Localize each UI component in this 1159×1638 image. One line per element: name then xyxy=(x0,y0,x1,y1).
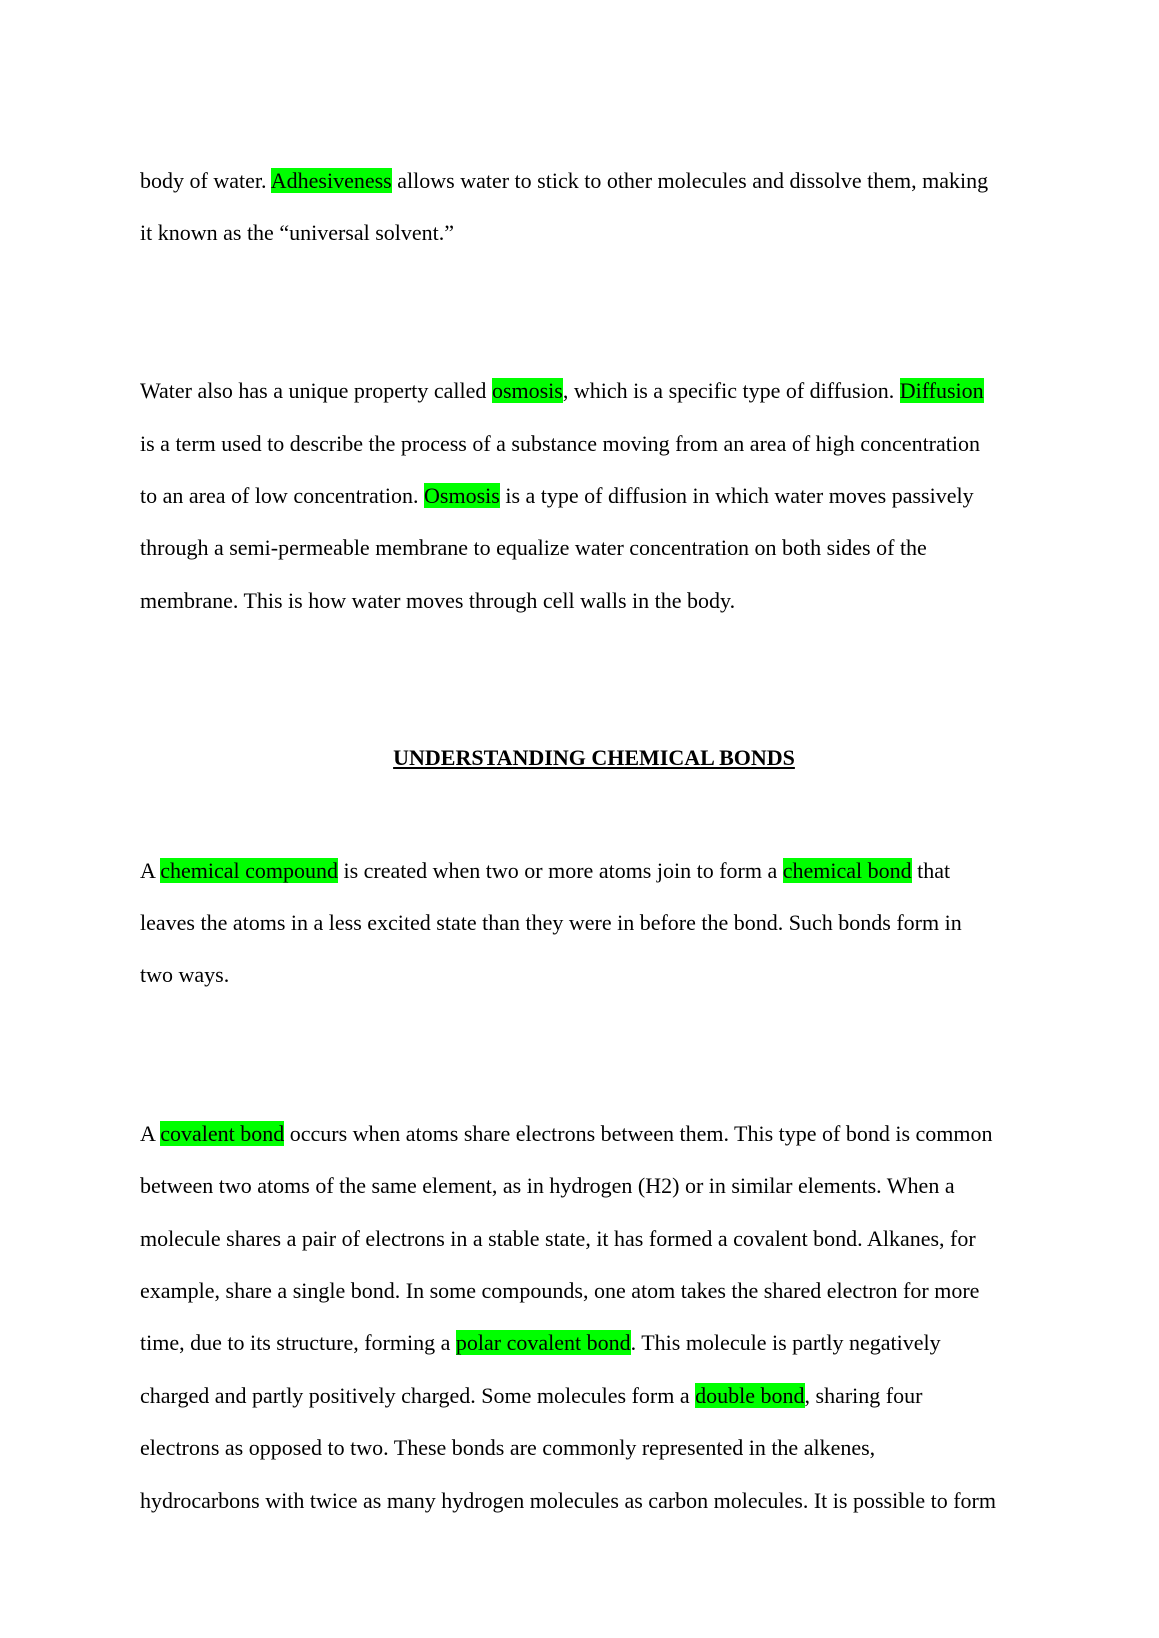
text-run: . This molecule is partly negatively xyxy=(630,1330,941,1355)
text-run: body of water. xyxy=(140,168,271,193)
highlighted-term-adhesiveness: Adhesiveness xyxy=(270,168,392,193)
paragraph-line xyxy=(140,858,950,884)
text-run: allows water to stick to other molecules and dissolve them, making xyxy=(391,168,989,193)
paragraph-line: hydrocarbons with twice as many hydrogen molecules as carbon molecules. It is possible to form xyxy=(140,1488,996,1513)
paragraph-line: leaves the atoms in a less excited state than they were in before the bond. Such bonds form in xyxy=(140,910,962,935)
highlighted-term-chemical-bond: chemical bond xyxy=(782,858,912,883)
text-run: time, due to its structure, forming a xyxy=(140,1330,456,1355)
text-run: is a type of diffusion in which water moves passively xyxy=(499,483,974,508)
highlighted-term-covalent-bond: covalent bond xyxy=(160,1121,285,1146)
paragraph-line xyxy=(140,378,984,404)
paragraph-line: membrane. This is how water moves through cell walls in the body. xyxy=(140,588,736,613)
text-run: , which is a specific type of diffusion. xyxy=(562,378,900,403)
paragraph-line: electrons as opposed to two. These bonds are commonly represented in the alkenes, xyxy=(140,1435,876,1460)
text-run: that xyxy=(911,858,951,883)
text-run: occurs when atoms share electrons between them. This type of bond is common xyxy=(284,1121,993,1146)
paragraph-line: molecule shares a pair of electrons in a stable state, it has formed a covalent bond. Alkanes, for xyxy=(140,1226,976,1251)
highlighted-term-chemical-compound: chemical compound xyxy=(160,858,338,883)
text-run: to an area of low concentration. xyxy=(140,483,425,508)
paragraph-line: example, share a single bond. In some compounds, one atom takes the shared electron for more xyxy=(140,1278,980,1303)
text-run: A xyxy=(140,1121,161,1146)
text-run: charged and partly positively charged. Some molecules form a xyxy=(140,1383,696,1408)
highlighted-term-double-bond: double bond xyxy=(695,1383,805,1408)
paragraph-line: through a semi-permeable membrane to equalize water concentration on both sides of the xyxy=(140,535,927,560)
text-run: A xyxy=(140,858,161,883)
text-run: Water also has a unique property called xyxy=(140,378,492,403)
highlighted-term-osmosis: Osmosis xyxy=(424,483,500,508)
highlighted-term-diffusion: Diffusion xyxy=(899,378,984,403)
paragraph-line: it known as the “universal solvent.” xyxy=(140,220,455,245)
section-heading: UNDERSTANDING CHEMICAL BONDS xyxy=(393,745,795,770)
paragraph-line xyxy=(140,1383,922,1409)
paragraph-line: is a term used to describe the process of a substance moving from an area of high concentration xyxy=(140,431,980,456)
paragraph-line xyxy=(140,1330,941,1356)
text-run: , sharing four xyxy=(804,1383,923,1408)
text-run: is created when two or more atoms join to form a xyxy=(337,858,783,883)
highlighted-term-polar-covalent-bond: polar covalent bond xyxy=(455,1330,631,1355)
paragraph-line: between two atoms of the same element, as in hydrogen (H2) or in similar elements. When a xyxy=(140,1173,955,1198)
paragraph-line xyxy=(140,168,988,194)
paragraph-line xyxy=(140,1121,993,1147)
paragraph-line xyxy=(140,483,974,509)
paragraph-line: two ways. xyxy=(140,962,230,987)
highlighted-term-osmosis: osmosis xyxy=(491,378,563,403)
